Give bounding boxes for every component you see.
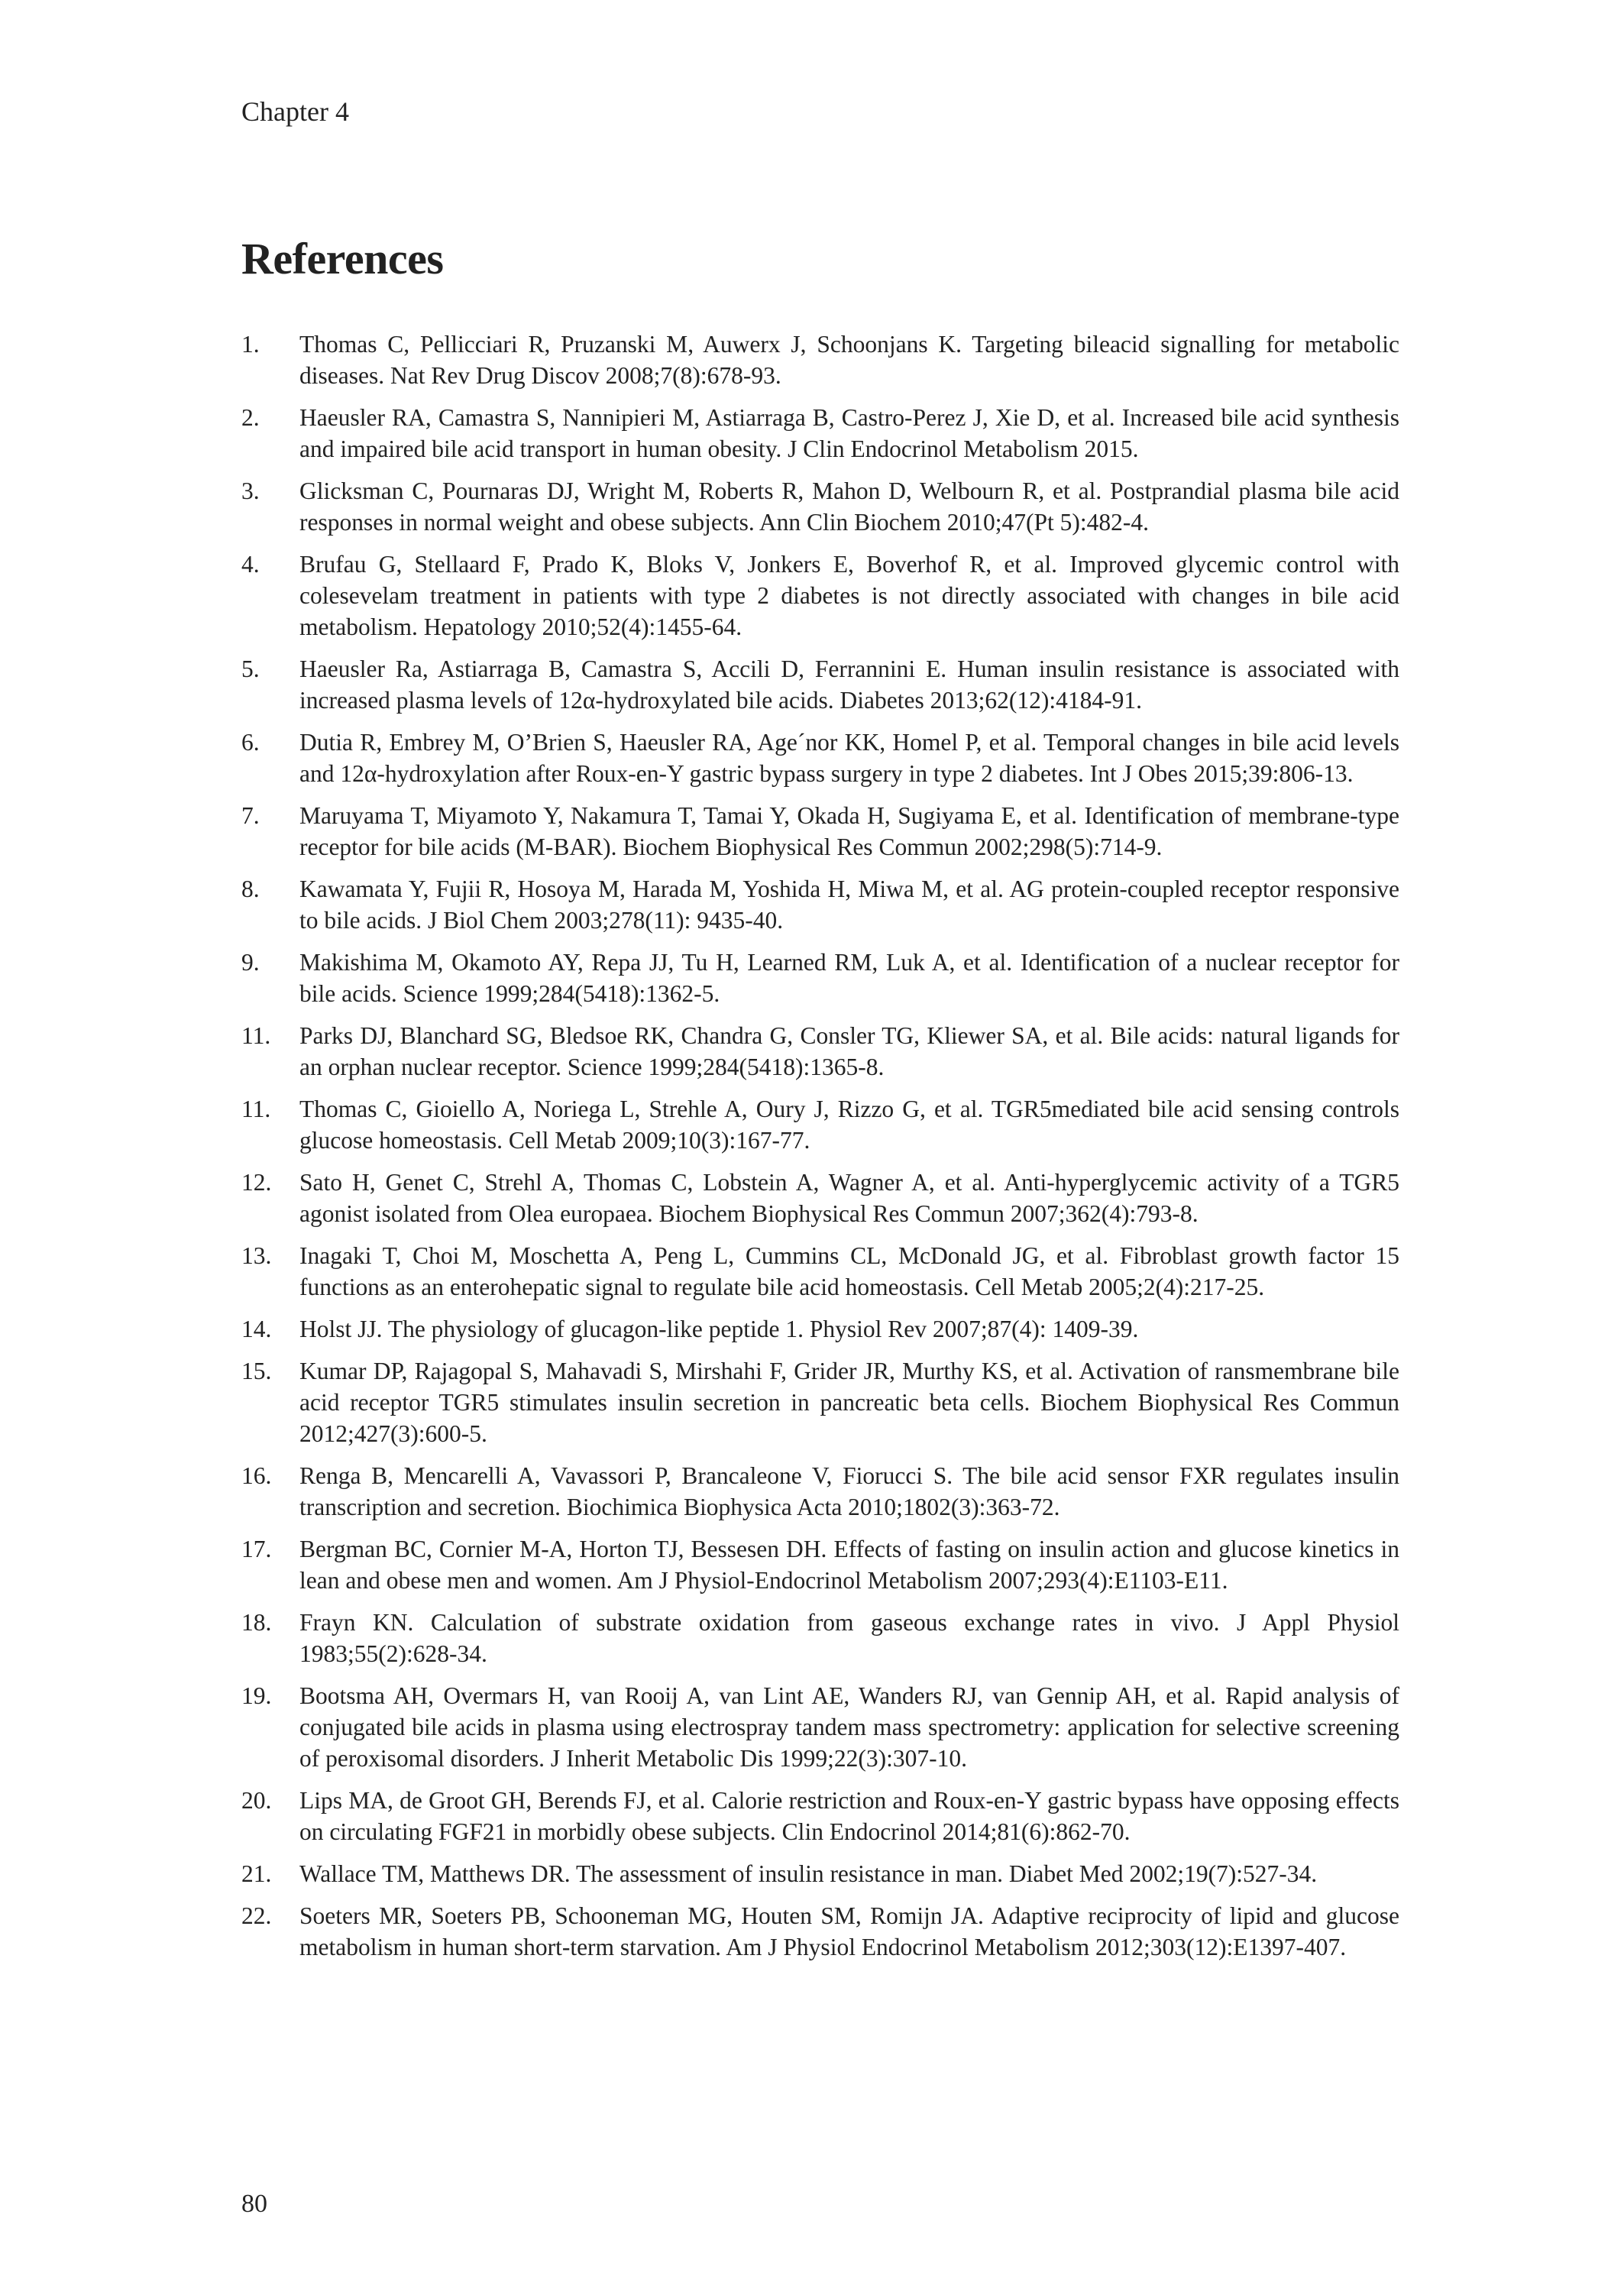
reference-number: 20. xyxy=(241,1787,272,1814)
reference-number: 18. xyxy=(241,1609,272,1636)
reference-item xyxy=(241,1680,1399,1774)
reference-text: Dutia R, Embrey M, O’Brien S, Haeusler RA, Age´nor KK, Homel P, et al. Temporal changes in bile acid levels and 12α-hydroxylation after Roux-en-Y gastric bypass surgery in type 2 diabetes. Int J Obes 2015;39:806-13. xyxy=(299,729,1399,787)
reference-number: 12. xyxy=(241,1169,272,1196)
reference-text: Haeusler RA, Camastra S, Nannipieri M, Astiarraga B, Castro-Perez J, Xie D, et al. Increased bile acid synthesis and impaired bile acid transport in human obesity. J Clin Endocrinol Metabolism 2015. xyxy=(299,404,1399,462)
reference-text: Bergman BC, Cornier M-A, Horton TJ, Bessesen DH. Effects of fasting on insulin action and glucose kinetics in lean and obese men and women. Am J Physiol-Endocrinol Metabolism 2007;293(4):E1103-E11. xyxy=(299,1536,1399,1594)
reference-text: Kumar DP, Rajagopal S, Mahavadi S, Mirshahi F, Grider JR, Murthy KS, et al. Activation of ransmembrane bile acid receptor TGR5 stimulates insulin secretion in pancreatic beta cells. Biochem Biophysical Res Commun 2012;427(3):600-5. xyxy=(299,1358,1399,1447)
reference-number: 4. xyxy=(241,551,260,578)
reference-text: Haeusler Ra, Astiarraga B, Camastra S, Accili D, Ferrannini E. Human insulin resistance is associated with increased plasma levels of 12α-hydroxylated bile acids. Diabetes 2013;62(12):4184-91. xyxy=(299,656,1399,714)
reference-text: Brufau G, Stellaard F, Prado K, Bloks V, Jonkers E, Boverhof R, et al. Improved glycemic control with colesevelam treatment in patients with type 2 diabetes is not directly associated with changes in bile acid metabolism. Hepatology 2010;52(4):1455-64. xyxy=(299,551,1399,640)
references-heading: References xyxy=(241,234,444,283)
reference-number: 11. xyxy=(241,1022,271,1049)
reference-item xyxy=(241,1020,1399,1083)
reference-text: Thomas C, Pellicciari R, Pruzanski M, Auwerx J, Schoonjans K. Targeting bileacid signalling for metabolic diseases. Nat Rev Drug Discov 2008;7(8):678-93. xyxy=(299,331,1399,389)
reference-item xyxy=(241,800,1399,863)
reference-item xyxy=(241,873,1399,936)
reference-item xyxy=(241,1858,1399,1889)
reference-text: Thomas C, Gioiello A, Noriega L, Strehle A, Oury J, Rizzo G, et al. TGR5mediated bile acid sensing controls glucose homeostasis. Cell Metab 2009;10(3):167-77. xyxy=(299,1096,1399,1154)
reference-item xyxy=(241,1240,1399,1303)
reference-text: Holst JJ. The physiology of glucagon-like peptide 1. Physiol Rev 2007;87(4): 1409-39. xyxy=(299,1316,1139,1342)
reference-number: 15. xyxy=(241,1358,272,1384)
reference-item xyxy=(241,1093,1399,1156)
reference-number: 7. xyxy=(241,802,260,829)
reference-text: Renga B, Mencarelli A, Vavassori P, Brancaleone V, Fiorucci S. The bile acid sensor FXR regulates insulin transcription and secretion. Biochimica Biophysica Acta 2010;1802(3):363-72. xyxy=(299,1462,1399,1520)
reference-number: 21. xyxy=(241,1860,272,1887)
reference-number: 19. xyxy=(241,1682,272,1709)
reference-text: Bootsma AH, Overmars H, van Rooij A, van Lint AE, Wanders RJ, van Gennip AH, et al. Rapid analysis of conjugated bile acids in plasma using electrospray tandem mass spectrometry: application for selective screening of peroxisomal disorders. J Inherit Metabolic Dis 1999;22(3):307-10. xyxy=(299,1682,1399,1772)
chapter-header: Chapter 4 xyxy=(241,96,349,127)
reference-list xyxy=(241,329,1399,1973)
reference-number: 16. xyxy=(241,1462,272,1489)
reference-item xyxy=(241,653,1399,716)
reference-item xyxy=(241,549,1399,643)
reference-number: 5. xyxy=(241,656,260,682)
reference-item xyxy=(241,1355,1399,1449)
reference-text: Sato H, Genet C, Strehl A, Thomas C, Lobstein A, Wagner A, et al. Anti-hyperglycemic activity of a TGR5 agonist isolated from Olea europaea. Biochem Biophysical Res Commun 2007;362(4):793-8. xyxy=(299,1169,1399,1227)
reference-item xyxy=(241,1313,1399,1345)
reference-text: Wallace TM, Matthews DR. The assessment of insulin resistance in man. Diabet Med 2002;19(7):527-34. xyxy=(299,1860,1318,1887)
reference-item xyxy=(241,1607,1399,1669)
reference-number: 8. xyxy=(241,876,260,902)
reference-item xyxy=(241,1167,1399,1229)
reference-item xyxy=(241,402,1399,465)
reference-text: Kawamata Y, Fujii R, Hosoya M, Harada M, Yoshida H, Miwa M, et al. AG protein-coupled receptor responsive to bile acids. J Biol Chem 2003;278(11): 9435-40. xyxy=(299,876,1399,934)
reference-text: Parks DJ, Blanchard SG, Bledsoe RK, Chandra G, Consler TG, Kliewer SA, et al. Bile acids: natural ligands for an orphan nuclear receptor. Science 1999;284(5418):1365-8. xyxy=(299,1022,1399,1080)
reference-number: 14. xyxy=(241,1316,272,1342)
reference-number: 2. xyxy=(241,404,260,431)
reference-number: 9. xyxy=(241,949,260,976)
reference-item xyxy=(241,1460,1399,1523)
reference-text: Frayn KN. Calculation of substrate oxidation from gaseous exchange rates in vivo. J Appl Physiol 1983;55(2):628-34. xyxy=(299,1609,1399,1667)
reference-number: 13. xyxy=(241,1242,272,1269)
reference-item xyxy=(241,1900,1399,1963)
reference-item xyxy=(241,329,1399,391)
reference-number: 3. xyxy=(241,478,260,504)
reference-item xyxy=(241,727,1399,789)
reference-number: 11. xyxy=(241,1096,271,1122)
reference-text: Glicksman C, Pournaras DJ, Wright M, Roberts R, Mahon D, Welbourn R, et al. Postprandial plasma bile acid responses in normal weight and obese subjects. Ann Clin Biochem 2010;47(Pt 5):482-4. xyxy=(299,478,1399,536)
reference-text: Lips MA, de Groot GH, Berends FJ, et al. Calorie restriction and Roux-en-Y gastric bypass have opposing effects on circulating FGF21 in morbidly obese subjects. Clin Endocrinol 2014;81(6):862-70. xyxy=(299,1787,1399,1845)
reference-item xyxy=(241,475,1399,538)
reference-text: Makishima M, Okamoto AY, Repa JJ, Tu H, Learned RM, Luk A, et al. Identification of a nuclear receptor for bile acids. Science 1999;284(5418):1362-5. xyxy=(299,949,1399,1007)
reference-number: 6. xyxy=(241,729,260,756)
reference-number: 1. xyxy=(241,331,260,358)
reference-number: 17. xyxy=(241,1536,272,1562)
page-number: 80 xyxy=(241,2190,267,2218)
reference-text: Soeters MR, Soeters PB, Schooneman MG, Houten SM, Romijn JA. Adaptive reciprocity of lipid and glucose metabolism in human short-term starvation. Am J Physiol Endocrinol Metabolism 2012;303(12):E1397-407. xyxy=(299,1902,1399,1960)
reference-text: Inagaki T, Choi M, Moschetta A, Peng L, Cummins CL, McDonald JG, et al. Fibroblast growth factor 15 functions as an enterohepatic signal to regulate bile acid homeostasis. Cell Metab 2005;2(4):217-25. xyxy=(299,1242,1399,1300)
reference-item xyxy=(241,1533,1399,1596)
reference-number: 22. xyxy=(241,1902,272,1929)
reference-item xyxy=(241,1785,1399,1847)
reference-item xyxy=(241,947,1399,1009)
reference-text: Maruyama T, Miyamoto Y, Nakamura T, Tamai Y, Okada H, Sugiyama E, et al. Identification of membrane-type receptor for bile acids (M-BAR). Biochem Biophysical Res Commun 2002;298(5):714-9. xyxy=(299,802,1399,860)
